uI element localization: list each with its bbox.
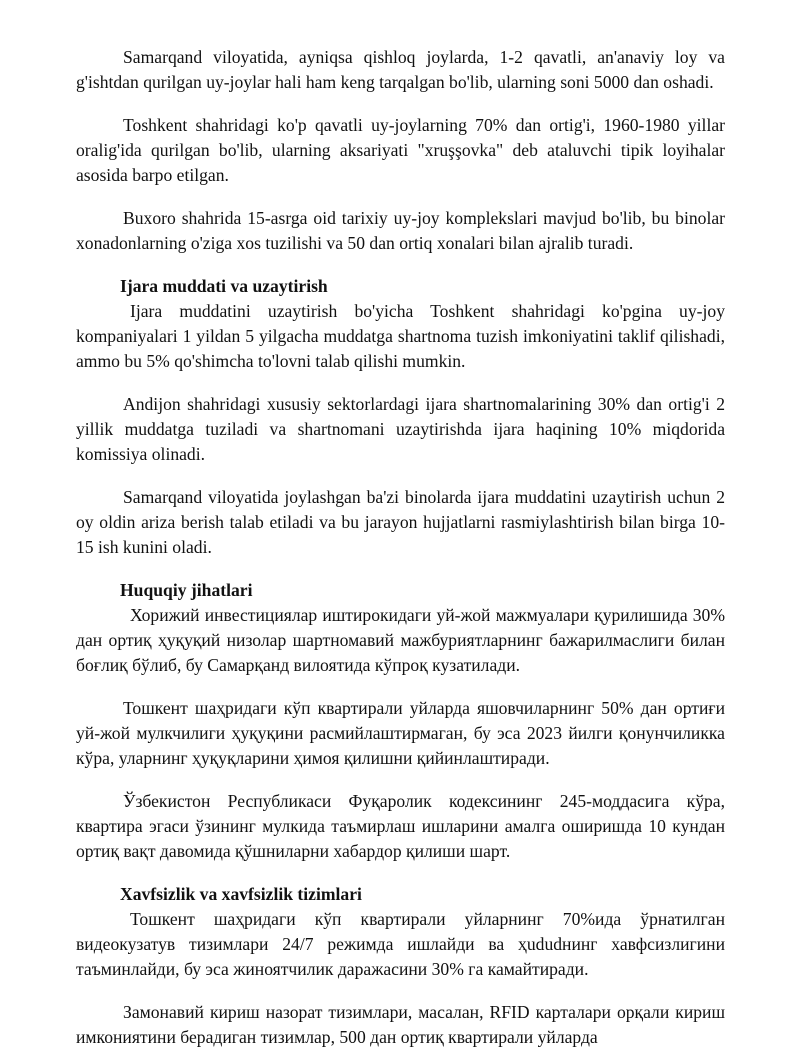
section-lease-term bbox=[76, 274, 725, 560]
section-heading: Huquqiy jihatlari bbox=[120, 580, 253, 600]
paragraph: Ijara muddatini uzaytirish bo'yicha Toshkent shahridagi ko'pgina uy-joy kompaniyalari 1 yildan 5 yilgacha muddatga shartnoma tuzish imkoniyatini taklif qilishadi, ammo bu 5% qo'shimcha to'lovni talab qilishi mumkin. bbox=[76, 301, 725, 371]
paragraph: Samarqand viloyatida, ayniqsa qishloq joylarda, 1-2 qavatli, an'anaviy loy va g'ishtdan qurilgan uy-joylar hali ham keng tarqalgan bo'lib, ularning soni 5000 dan oshadi. bbox=[76, 47, 725, 92]
paragraph: Andijon shahridagi xususiy sektorlardagi ijara shartnomalarining 30% dan ortig'i 2 yillik muddatga tuziladi va shartnomani uzaytirishda ijara haqining 10% miqdorida komissiya olinadi. bbox=[76, 394, 725, 464]
intro-section bbox=[76, 45, 725, 256]
paragraph: Хорижий инвестициялар иштирокидаги уй-жой мажмуалари қурилишида 30% дан ортиқ ҳуқуқий низолар шартномавий мажбуриятларнинг бажарилмаслиги билан боғлиқ бўлиб, бу Самарқанд вилоятида кўпроқ кузатилади. bbox=[76, 605, 725, 675]
paragraph: Замонавий кириш назорат тизимлари, масалан, RFID карталари орқали кириш имкониятини берадиган тизимлар, 500 дан ортиқ квартирали уйларда bbox=[76, 1002, 725, 1047]
paragraph: Toshkent shahridagi ko'p qavatli uy-joylarning 70% dan ortig'i, 1960-1980 yillar oralig'ida qurilgan bo'lib, ularning aksariyati "xruşşovka" deb ataluvchi tipik loyihalar asosida barpo etilgan. bbox=[76, 115, 725, 185]
paragraph: Ўзбекистон Республикаси Фуқаролик кодексининг 245-моддасига кўра, квартира эгаси ўзининг мулкида таъмирлаш ишларини амалга оширишда 10 кундан ортиқ вақт давомида қўшниларни хабардор қилиши шарт. bbox=[76, 791, 725, 861]
paragraph: Тошкент шаҳридаги кўп квартирали уйларда яшовчиларнинг 50% дан ортиғи уй-жой мулкчилиги ҳуқуқини расмийлаштирмаган, бу эса 2023 йилги қонунчиликка кўра, уларнинг ҳуқуқларини ҳимоя қилишни қийинлаштиради. bbox=[76, 698, 725, 768]
paragraph: Buxoro shahrida 15-asrga oid tarixiy uy-joy komplekslari mavjud bo'lib, bu binolar xonadonlarning o'ziga xos tuzilishi va 50 dan ortiq xonalari bilan ajralib turadi. bbox=[76, 208, 725, 253]
section-heading: Ijara muddati va uzaytirish bbox=[120, 276, 328, 296]
section-legal-aspects bbox=[76, 578, 725, 864]
paragraph: Тошкент шаҳридаги кўп квартирали уйларнинг 70%ида ўрнатилган видеокузатув тизимлари 24/7 режимда ишлайди ва ҳududнинг хавфсизлигини таъминлайди, бу эса жиноятчилик даражасини 30% га камайтиради. bbox=[76, 909, 725, 979]
paragraph: Samarqand viloyatida joylashgan ba'zi binolarda ijara muddatini uzaytirish uchun 2 oy oldin ariza berish talab etiladi va bu jarayon hujjatlarni rasmiylashtirish bilan birga 10-15 ish kunini oladi. bbox=[76, 487, 725, 557]
section-security-systems bbox=[76, 882, 725, 1050]
section-heading: Xavfsizlik va xavfsizlik tizimlari bbox=[120, 884, 362, 904]
